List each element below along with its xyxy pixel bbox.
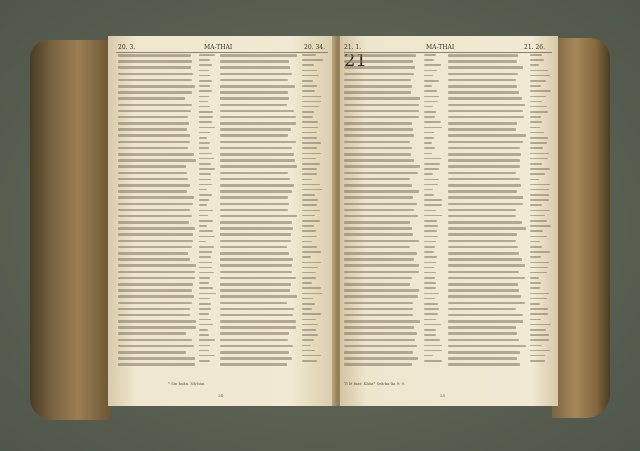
right-column-2-text <box>448 54 526 372</box>
right-column-2-refs <box>530 54 552 372</box>
right-column-1-text <box>344 54 420 372</box>
left-header-rule <box>116 52 328 53</box>
left-page-number: 24 <box>218 393 224 398</box>
right-header-ref-end: 21. 26. <box>524 44 545 51</box>
left-page <box>108 36 336 406</box>
right-page-number: 25 <box>440 393 446 398</box>
left-column-2-refs <box>302 54 324 372</box>
left-column-1-refs <box>199 54 217 372</box>
right-column-1-refs <box>424 54 444 372</box>
left-page-edges <box>30 40 110 420</box>
right-footnote: Tï lé biat: Khòa* Sek-ka-lia 9: 9. <box>344 381 406 386</box>
right-header-ref-start: 21. 1. <box>344 44 362 51</box>
right-page <box>340 36 558 406</box>
right-header-title: MA-THAI <box>426 44 455 51</box>
right-header-rule <box>344 52 552 53</box>
left-header-title: MA-THAI <box>204 44 233 51</box>
left-footnote: * Sin-koân. Nâ-bán <box>168 381 205 386</box>
left-column-1-text <box>118 54 196 372</box>
left-header-ref-start: 20. 3. <box>118 44 136 51</box>
right-page-edges <box>552 38 610 418</box>
left-column-2-text <box>220 54 298 372</box>
left-header-ref-end: 20. 34. <box>304 44 325 51</box>
